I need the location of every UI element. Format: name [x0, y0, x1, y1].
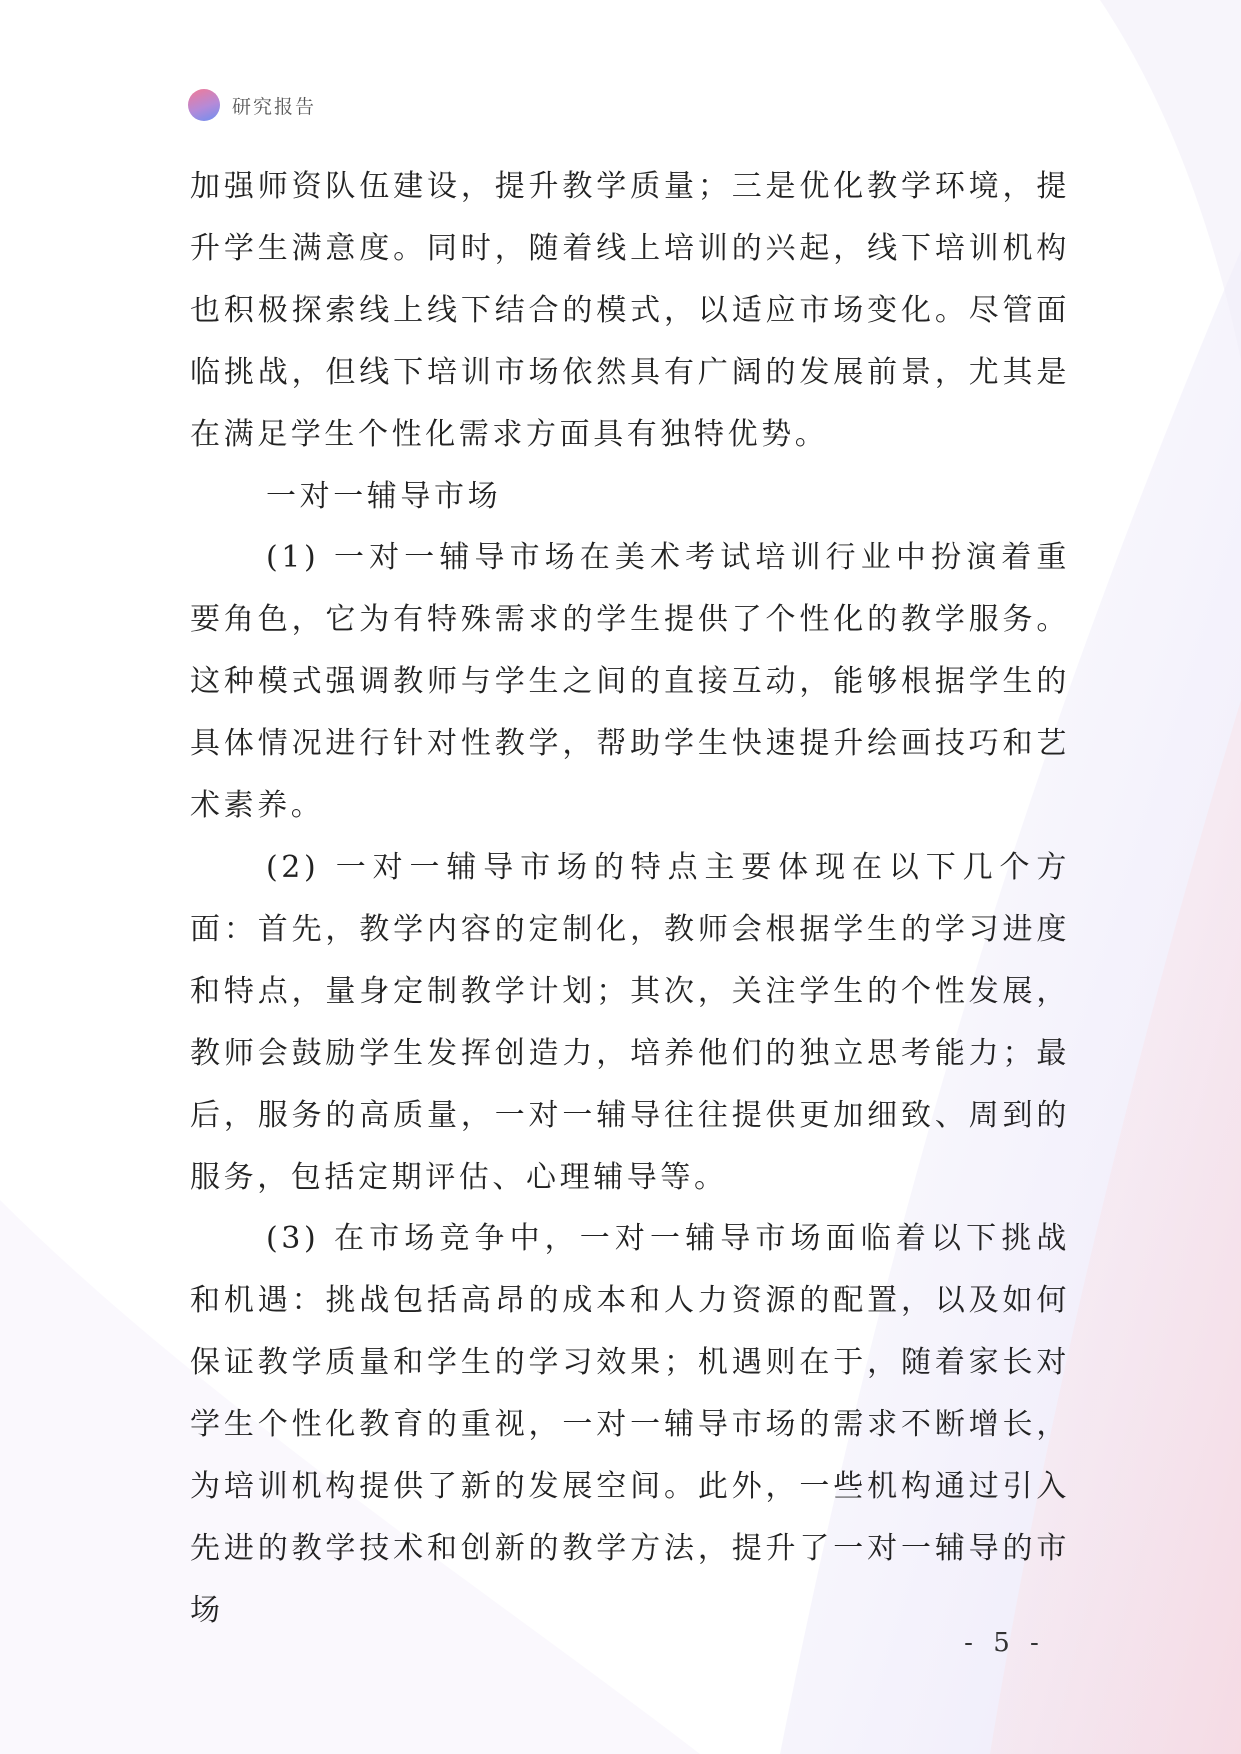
paragraph-4: (3) 在市场竞争中，一对一辅导市场面临着以下挑战和机遇：挑战包括高昂的成本和人力资源的配置，以及如何保证教学质量和学生的学习效果；机遇则在于，随着家长对学生个性化教育的重视，一对一辅导市场的需求不断增长，为培训机构提供了新的发展空间。此外，一些机构通过引入先进的教学技术和创新的教学方法，提升了一对一辅导的市场 — [190, 1221, 1070, 1628]
report-logo — [188, 89, 220, 121]
paragraph-1: 加强师资队伍建设，提升教学质量；三是优化教学环境，提升学生满意度。同时，随着线上培训的兴起，线下培训机构也积极探索线上线下结合的模式，以适应市场变化。尽管面临挑战，但线下培训市场依然具有广阔的发展前景，尤其是在满足学生个性化需求方面具有独特优势。 — [190, 169, 1070, 452]
header-title: 研究报告 — [232, 95, 317, 118]
page-number: - 5 - — [964, 1628, 1045, 1658]
page-header — [188, 89, 316, 121]
paragraph-2: (1) 一对一辅导市场在美术考试培训行业中扮演着重要角色，它为有特殊需求的学生提供了个性化的教学服务。这种模式强调教师与学生之间的直接互动，能够根据学生的具体情况进行针对性教学，帮助学生快速提升绘画技巧和艺术素养。 — [190, 540, 1070, 824]
page-number-footer — [0, 1628, 1241, 1658]
paragraph-3: (2) 一对一辅导市场的特点主要体现在以下几个方面：首先，教学内容的定制化，教师会根据学生的学习进度和特点，量身定制教学计划；其次，关注学生的个性发展，教师会鼓励学生发挥创造力，培养他们的独立思考能力；最后，服务的高质量，一对一辅导往往提供更加细致、周到的服务，包括定期评估、心理辅导等。 — [190, 849, 1070, 1195]
document-body — [190, 156, 1070, 1642]
section-heading: 一对一辅导市场 — [266, 478, 502, 514]
